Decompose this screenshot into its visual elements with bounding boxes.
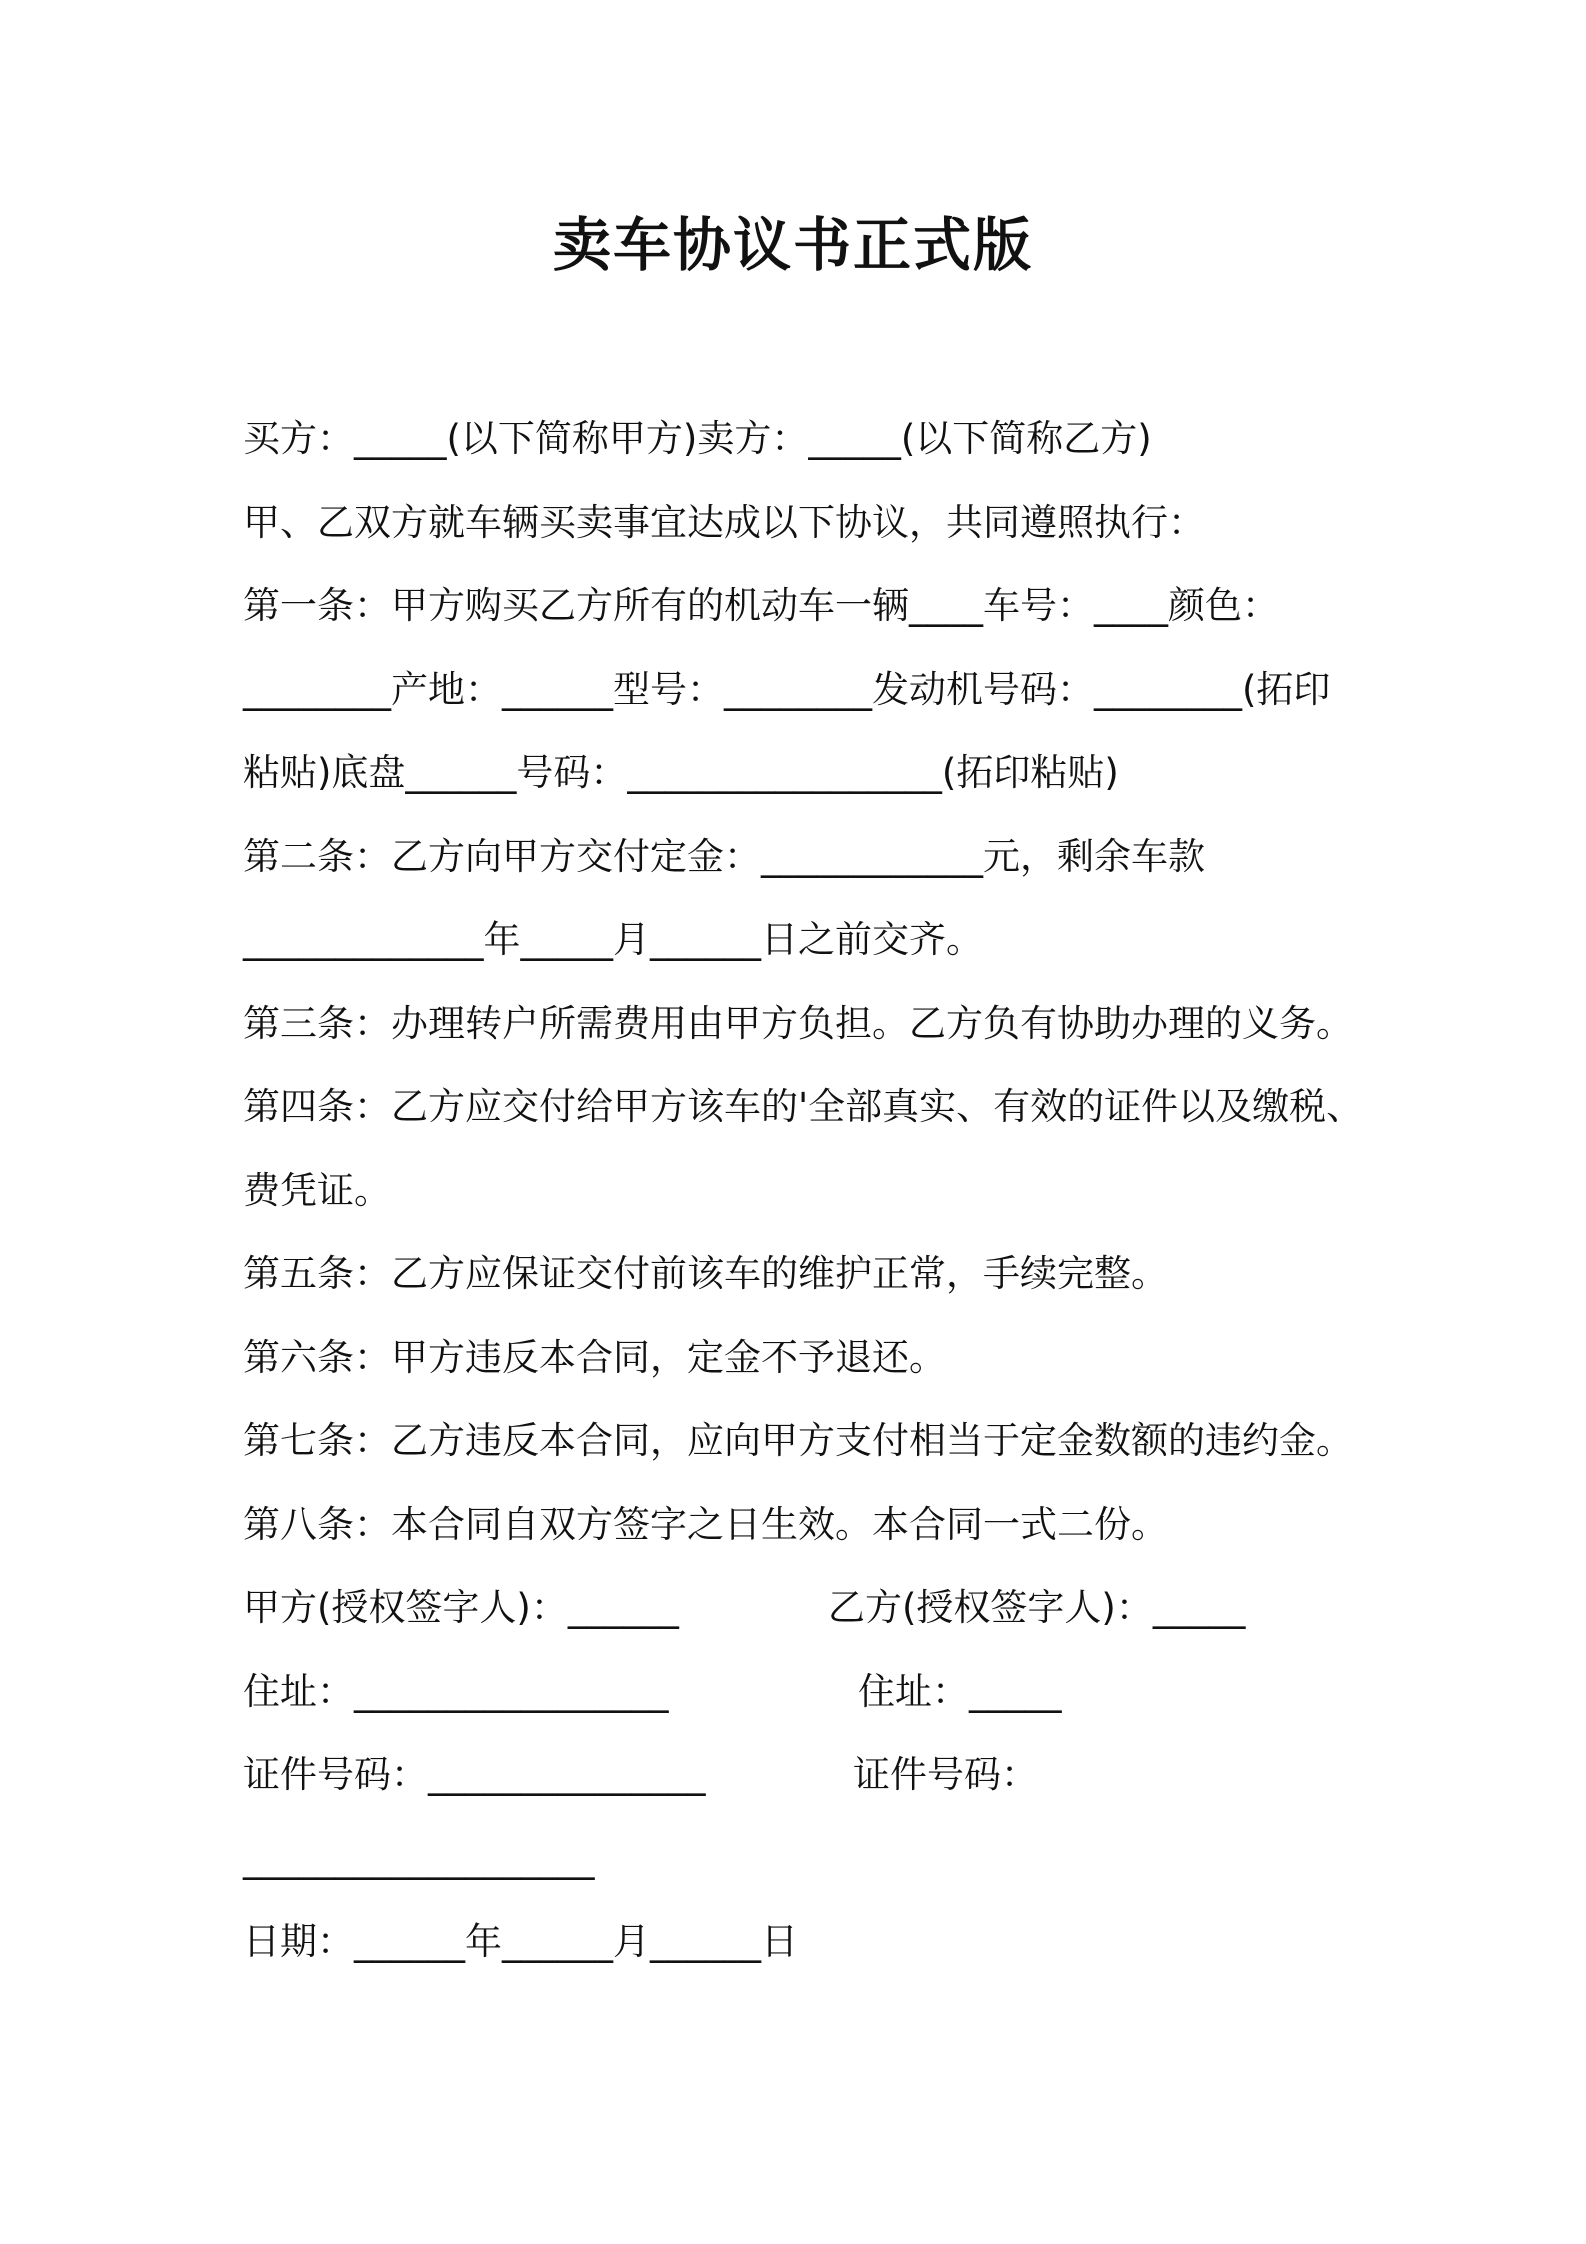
article-4-line-1: 第四条：乙方应交付给甲方该车的'全部真实、有效的证件以及缴税、 (243, 1085, 1364, 1128)
signatory-row (243, 1566, 1383, 1650)
article-1-line-1: 第一条：甲方购买乙方所有的机动车一辆____车号：____颜色： (243, 584, 1279, 627)
party-b-address: 住址：_____ (858, 1669, 1062, 1713)
intro-line: 甲、乙双方就车辆买卖事宜达成以下协议，共同遵照执行： (243, 500, 1205, 544)
article-3: 第三条：办理转户所需费用由甲方负担。乙方负有协助办理的义务。 (243, 1001, 1353, 1045)
parties-line: 买方：_____(以下简称甲方)卖方：_____(以下简称乙方) (243, 417, 1152, 460)
article-8: 第八条：本合同自双方签字之日生效。本合同一式二份。 (243, 1502, 1168, 1546)
article-5: 第五条：乙方应保证交付前该车的维护正常，手续完整。 (243, 1252, 1168, 1295)
document-title: 卖车协议书正式版 (552, 211, 1033, 279)
address-row (243, 1650, 1383, 1734)
article-2-line-1: 第二条：乙方向甲方交付定金：____________元，剩余车款 (243, 834, 1205, 878)
article-6: 第六条：甲方违反本合同，定金不予退还。 (243, 1335, 946, 1379)
article-2-line-2: _____________年_____月______日之前交齐。 (243, 918, 983, 961)
article-1-line-3: 粘贴)底盘______号码：_________________(拓印粘贴) (243, 751, 1119, 794)
party-b-id-number: 证件号码： (853, 1753, 1038, 1796)
party-b-signatory: 乙方(授权签字人)：_____ (828, 1586, 1246, 1629)
document-body (243, 397, 1383, 1984)
id-number-row (243, 1733, 1383, 1817)
party-b-id-number-blank: ___________________ (243, 1836, 595, 1880)
article-7: 第七条：乙方违反本合同，应向甲方支付相当于定金数额的违约金。 (243, 1419, 1353, 1462)
party-a-signatory: 甲方(授权签字人)：______ (243, 1586, 679, 1629)
party-a-id-number: 证件号码：_______________ (243, 1753, 706, 1796)
date-line: 日期：______年______月______日 (243, 1920, 798, 1963)
article-4-line-2: 费凭证。 (243, 1168, 391, 1212)
party-a-address: 住址：_________________ (243, 1669, 669, 1713)
article-1-line-2: ________产地：______型号：________发动机号码：________(拓印 (243, 667, 1331, 711)
